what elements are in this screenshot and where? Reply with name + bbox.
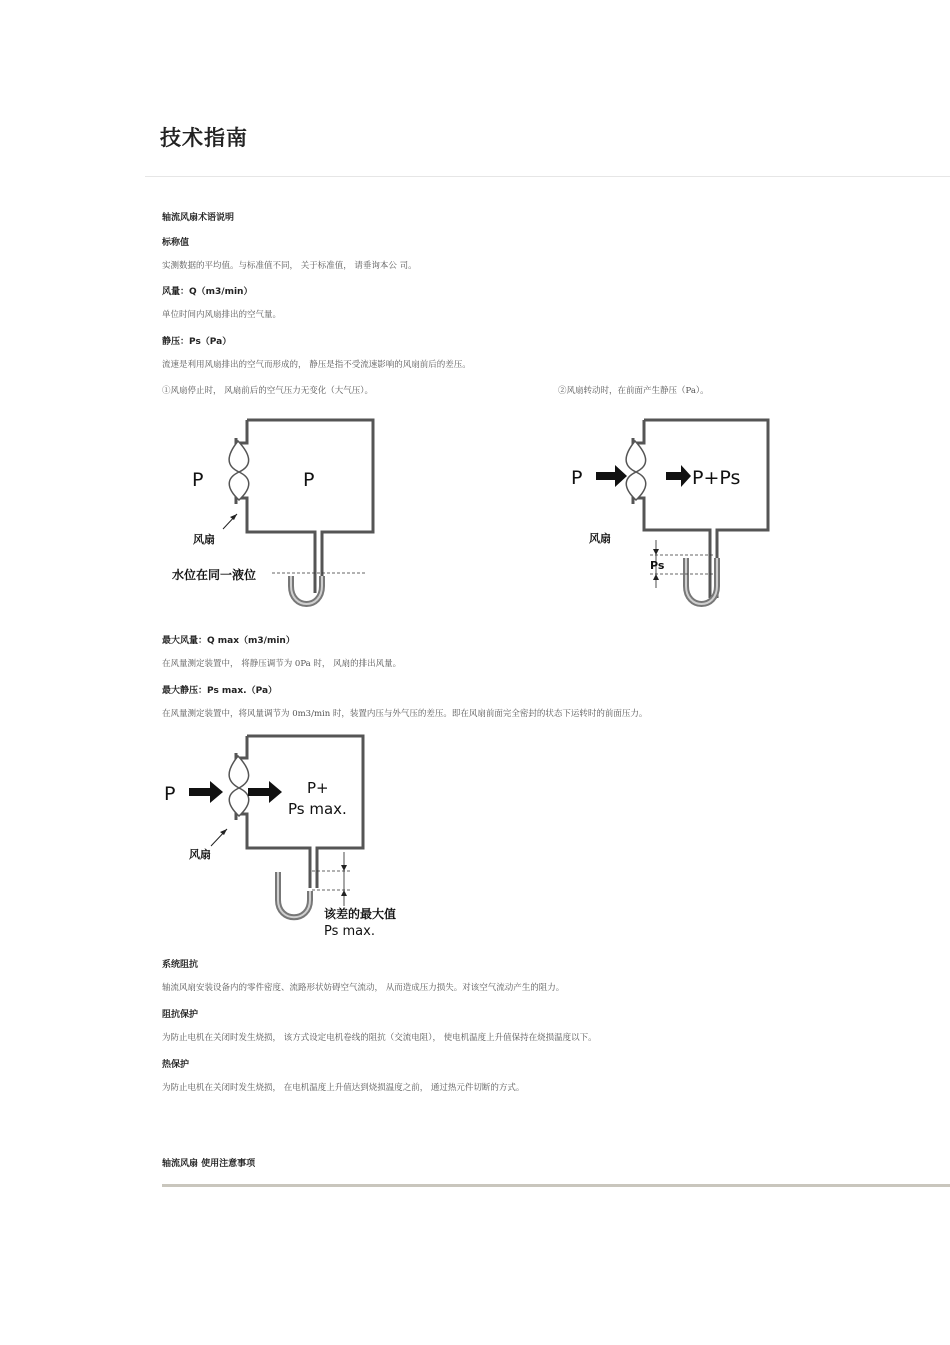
static-caption-2: ②风扇转动时，在前面产生静压（Pa）。 — [558, 386, 709, 396]
fan-label: 风扇 — [189, 848, 211, 861]
fan-label: 风扇 — [589, 532, 611, 545]
fan-label: 风扇 — [193, 533, 215, 546]
airflow-arrow-icon — [596, 465, 627, 487]
pressure-label-right: P+Ps — [692, 467, 741, 489]
airflow-arrow-icon — [248, 781, 282, 803]
page-title: 技术指南 — [160, 126, 248, 150]
diagram-max-static-pressure — [160, 728, 420, 943]
impedance-protection-heading: 阻抗保护 — [162, 1010, 199, 1020]
nominal-heading: 标称值 — [162, 238, 190, 248]
impedance-protection-text: 为防止电机在关闭时发生烧损， 该方式设定电机卷线的阻抗（交流电阻）， 使电机温度上升值保持在烧损温度以下。 — [162, 1033, 597, 1043]
diagram-fan-running — [565, 408, 780, 613]
airflow-arrow-icon — [189, 781, 223, 803]
section-divider — [162, 1184, 950, 1187]
max-airflow-heading: 最大风量：Q max（m3/min） — [162, 636, 295, 646]
static-caption-1: ①风扇停止时， 风扇前后的空气压力无变化（大气压）。 — [162, 386, 373, 396]
water-level-label: 水位在同一液位 — [172, 568, 257, 582]
max-difference-label: 该差的最大值 — [324, 907, 397, 921]
thermal-protection-text: 为防止电机在关闭时发生烧损， 在电机温度上升值达到烧损温度之前， 通过热元件切断的方式。 — [162, 1083, 525, 1093]
pressure-label-left: P — [192, 469, 204, 491]
fan-blade-icon — [626, 441, 646, 500]
pressure-label-left: P — [164, 783, 176, 805]
max-static-heading: 最大静压：Ps max.（Pa） — [162, 686, 278, 696]
max-static-text: 在风量测定装置中，将风量调节为 0m3/min 时，装置内压与外气压的差压。即在风扇前面完全密封的状态下运转时的前面压力。 — [162, 709, 648, 719]
usage-notes-heading: 轴流风扇 使用注意事项 — [162, 1159, 256, 1169]
title-divider — [145, 176, 950, 177]
u-tube-icon — [686, 558, 717, 604]
airflow-heading: 风量：Q（m3/min） — [162, 287, 253, 297]
pressure-label-right-bottom: Ps max. — [288, 800, 347, 818]
airflow-arrow-icon — [666, 465, 691, 487]
thermal-protection-heading: 热保护 — [162, 1060, 190, 1070]
airflow-text: 单位时间内风扇排出的空气量。 — [162, 310, 282, 320]
nominal-text: 实测数据的平均值。与标准值不同， 关于标准值， 请垂询本公 司。 — [162, 261, 417, 271]
diagram-fan-stopped — [160, 408, 380, 613]
system-resistance-heading: 系统阻抗 — [162, 960, 199, 970]
fan-blade-icon — [229, 441, 249, 500]
static-pressure-heading: 静压：Ps（Pa） — [162, 337, 232, 347]
ps-max-label: Ps max. — [324, 924, 375, 939]
max-airflow-text: 在风量测定装置中， 将静压调节为 0Pa 时， 风扇的排出风量。 — [162, 659, 402, 669]
static-pressure-label: Ps — [650, 559, 665, 572]
fan-blade-icon — [229, 756, 249, 816]
pressure-label-left: P — [571, 467, 583, 489]
chamber-outline — [247, 420, 373, 593]
pressure-label-right-top: P+ — [307, 779, 329, 797]
pressure-label-right: P — [303, 469, 315, 491]
system-resistance-text: 轴流风扇安装设备内的零件密度、流路形状妨碍空气流动， 从而造成压力损失。对该空气流动产生的阻力。 — [162, 983, 565, 993]
glossary-heading: 轴流风扇术语说明 — [162, 213, 235, 223]
static-pressure-text: 流速是利用风扇排出的空气而形成的， 静压是指不受流速影响的风扇前后的差压。 — [162, 360, 471, 370]
u-tube-icon — [278, 872, 310, 917]
